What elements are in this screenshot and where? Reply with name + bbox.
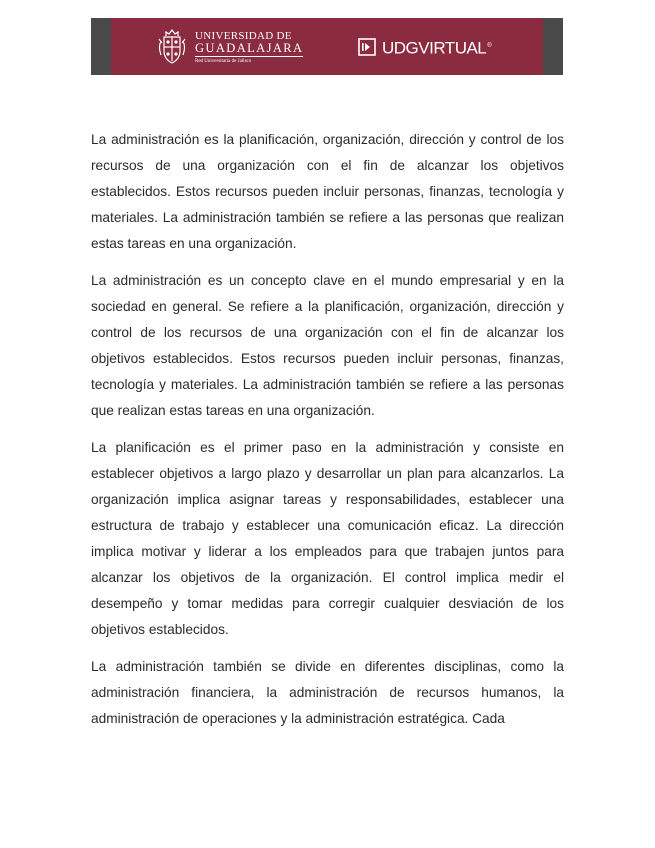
udgvirtual-label: UDGVIRTUAL	[382, 38, 487, 58]
udg-wordmark	[195, 30, 303, 65]
banner-right-edge	[543, 18, 563, 75]
document-body	[91, 127, 564, 743]
paragraph-4: La administración también se divide en diferentes disciplinas, como la administración financiera, la administración de recursos humanos, la administración de operaciones y la administración estratégica. Cada	[91, 659, 564, 726]
udg-line-1: UNIVERSIDAD DE	[195, 29, 292, 42]
paragraph-3: La planificación es el primer paso en la administración y consiste en establecer objetivos a largo plazo y desarrollar un plan para alcanzarlos. La organización implica asignar tareas y responsabilidades, establecer una estructura de trabajo y establecer una comunicación eficaz. La dirección implica motivar y liderar a los empleados para que trabajen juntos para alcanzar los objetivos de la organización. El control implica medir el desempeño y tomar medidas para corregir cualquier desviación de los objetivos establecidos.	[91, 440, 564, 637]
banner-left-edge	[91, 18, 111, 75]
udgvirtual-logo	[357, 36, 491, 58]
udgvirtual-wordmark	[382, 36, 491, 59]
header-banner	[91, 18, 563, 75]
udgvirtual-logo-icon	[357, 37, 377, 57]
registered-mark: ®	[487, 42, 492, 49]
udg-line-3: Red Universitaria de Jalisco	[195, 56, 303, 65]
paragraph-1: La administración es la planificación, organización, dirección y control de los recursos de una organización con el fin de alcanzar los objetivos establecidos. Estos recursos pueden incluir personas, finanzas, tecnología y materiales. La administración también se refiere a las personas que realizan estas tareas en una organización.	[91, 132, 564, 251]
paragraph-2: La administración es un concepto clave en el mundo empresarial y en la sociedad en general. Se refiere a la planificación, organización, dirección y control de los recursos de una organización con el fin de alcanzar los objetivos establecidos. Estos recursos pueden incluir personas, finanzas, tecnología y materiales. La administración también se refiere a las personas que realizan estas tareas en una organización.	[91, 273, 564, 418]
udg-seal-icon	[155, 27, 189, 67]
udg-line-2: GUADALAJARA	[195, 40, 304, 55]
udg-logo	[155, 26, 303, 68]
